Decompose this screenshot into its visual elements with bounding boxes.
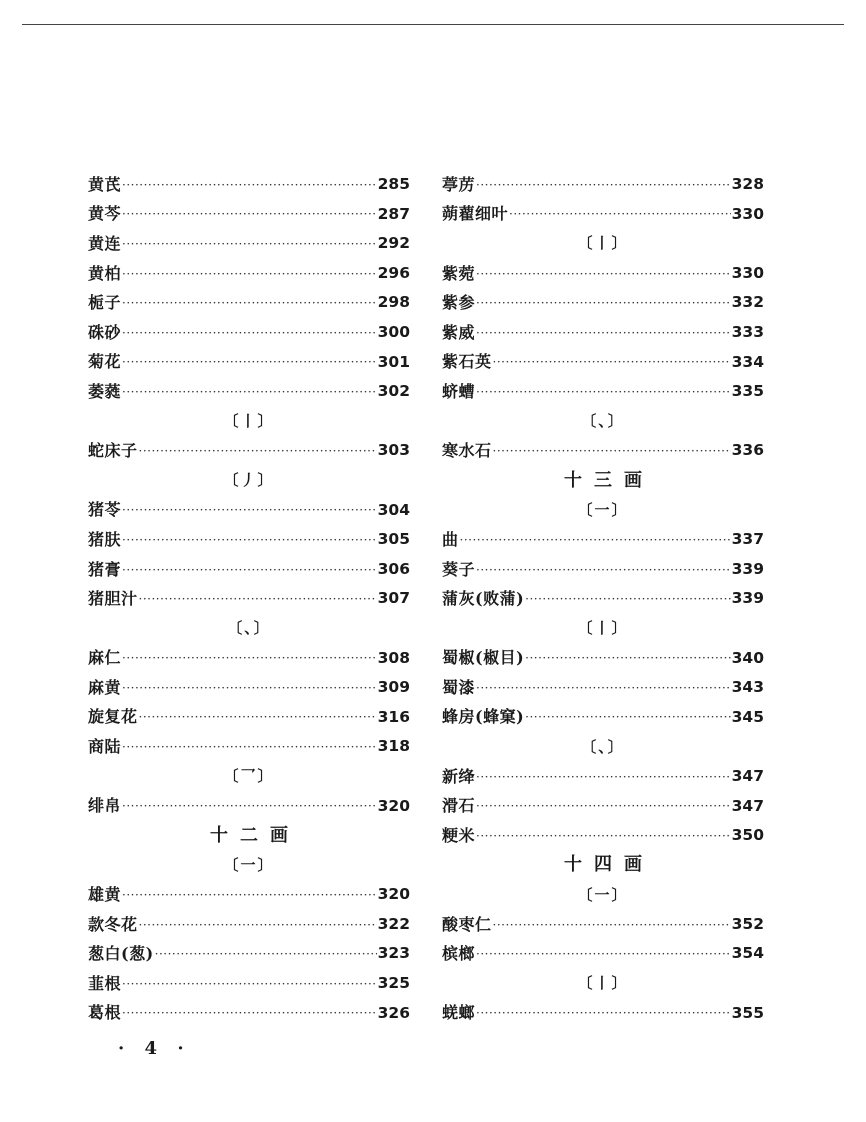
entry-page-number: 330 [731,204,764,223]
dot-leader [476,800,731,812]
entry-page-number: 298 [377,293,410,312]
entry-page-number: 296 [377,263,410,282]
entry-name: 紫石英 [442,352,492,372]
entry-page-number: 320 [377,796,410,815]
entry-page-number: 326 [377,1003,410,1022]
index-entry [88,999,410,1029]
entry-name: 葛根 [88,1003,122,1023]
entry-page-number: 335 [731,382,764,401]
entry-page-number: 337 [731,530,764,549]
entry-name: 黄柏 [88,263,122,283]
radical-heading [88,407,410,437]
entry-page-number: 287 [377,204,410,223]
radical-label: 〔一〕 [577,885,629,904]
index-entry [88,170,410,200]
entry-page-number: 322 [377,914,410,933]
entry-page-number: 307 [377,589,410,608]
index-entry [442,703,764,733]
entry-page-number: 343 [731,678,764,697]
radical-heading [88,851,410,881]
entry-name: 新绛 [442,766,476,786]
entry-page-number: 333 [731,323,764,342]
entry-page-number: 302 [377,382,410,401]
index-entry [442,170,764,200]
entry-page-number: 352 [731,914,764,933]
dot-leader [122,800,377,812]
entry-name: 猪苓 [88,500,122,520]
entry-page-number: 339 [731,559,764,578]
radical-heading [442,229,764,259]
entry-name: 猪膏 [88,559,122,579]
dot-leader [122,297,377,309]
index-entry [88,288,410,318]
radical-label: 〔乛〕 [223,767,275,786]
radical-heading [442,880,764,910]
entry-page-number: 301 [377,352,410,371]
index-entry [88,910,410,940]
radical-label: 〔丨〕 [577,619,629,638]
index-entry [442,318,764,348]
radical-heading [88,466,410,496]
entry-name: 雄黄 [88,885,122,905]
radical-heading [442,614,764,644]
index-column-left [88,170,410,1028]
entry-name: 黄连 [88,233,122,253]
dot-leader [122,327,377,339]
entry-page-number: 323 [377,944,410,963]
dot-leader [493,356,731,368]
entry-page-number: 334 [731,352,764,371]
entry-name: 葶苈 [442,174,476,194]
index-entry [442,910,764,940]
dot-leader [525,711,730,723]
entry-name: 葱白(葱) [88,944,154,964]
index-entry [88,732,410,762]
dot-leader [525,652,730,664]
radical-label: 〔、〕 [227,619,271,638]
dot-leader [122,978,377,990]
index-entry [442,762,764,792]
radical-label: 〔丿〕 [223,471,275,490]
index-entry [88,584,410,614]
entry-page-number: 332 [731,293,764,312]
stroke-count-heading [442,466,764,496]
entry-name: 韮根 [88,973,122,993]
dot-leader [122,504,377,516]
dot-leader [476,179,731,191]
entry-page-number: 328 [731,175,764,194]
entry-name: 紫菀 [442,263,476,283]
dot-leader [122,564,377,576]
stroke-count-heading [442,851,764,881]
dot-leader [476,1007,731,1019]
entry-page-number: 304 [377,500,410,519]
stroke-count-label: 十二画 [210,824,300,846]
entry-page-number: 336 [731,441,764,460]
entry-page-number: 350 [731,826,764,845]
entry-name: 蜀漆 [442,677,476,697]
index-entry [442,348,764,378]
index-entry [88,555,410,585]
dot-leader [476,297,731,309]
index-entry [88,673,410,703]
radical-label: 〔、〕 [581,737,625,756]
entry-page-number: 316 [377,707,410,726]
entry-name: 绯帛 [88,796,122,816]
entry-name: 猪肤 [88,529,122,549]
entry-page-number: 347 [731,766,764,785]
index-entry [88,644,410,674]
dot-leader [122,534,377,546]
index-entry [442,259,764,289]
dot-leader [139,919,377,931]
entry-name: 菊花 [88,352,122,372]
index-entry [442,200,764,230]
entry-name: 酸枣仁 [442,914,492,934]
dot-leader [476,682,731,694]
dot-leader [122,889,377,901]
entry-name: 紫威 [442,322,476,342]
dot-leader [122,741,377,753]
index-entry [88,791,410,821]
entry-name: 葵子 [442,559,476,579]
entry-name: 商陆 [88,737,122,757]
dot-leader [122,386,377,398]
entry-name: 蒲灰(败蒲) [442,589,525,609]
entry-page-number: 355 [731,1003,764,1022]
radical-label: 〔一〕 [223,855,275,874]
entry-name: 粳米 [442,825,476,845]
page-number: · 4 · [118,1038,184,1059]
index-entry [442,436,764,466]
index-entry [88,880,410,910]
entry-name: 麻黄 [88,677,122,697]
stroke-count-heading [88,821,410,851]
index-entry [442,525,764,555]
entry-name: 槟榔 [442,944,476,964]
dot-leader [122,682,377,694]
radical-heading [442,732,764,762]
entry-name: 曲 [442,529,459,549]
index-column-right [442,170,764,1028]
dot-leader [525,593,730,605]
entry-page-number: 325 [377,974,410,993]
entry-name: 紫参 [442,293,476,313]
entry-page-number: 306 [377,559,410,578]
index-entry [442,584,764,614]
entry-name: 蛇床子 [88,441,138,461]
entry-page-number: 292 [377,234,410,253]
radical-label: 〔丨〕 [577,974,629,993]
index-entry [88,496,410,526]
entry-name: 旋复花 [88,707,138,727]
entry-page-number: 354 [731,944,764,963]
entry-name: 栀子 [88,293,122,313]
entry-name: 黄芩 [88,204,122,224]
entry-name: 硃砂 [88,322,122,342]
dot-leader [139,711,377,723]
radical-heading [442,407,764,437]
entry-page-number: 303 [377,441,410,460]
entry-page-number: 308 [377,648,410,667]
index-entry [88,229,410,259]
entry-name: 黄芪 [88,174,122,194]
index-entry [88,318,410,348]
entry-name: 麻仁 [88,648,122,668]
dot-leader [476,268,731,280]
entry-page-number: 339 [731,589,764,608]
entry-name: 蜂房(蜂窠) [442,707,525,727]
dot-leader [155,948,377,960]
index-entry [442,999,764,1029]
stroke-count-label: 十四画 [564,854,654,876]
dot-leader [476,564,731,576]
dot-leader [476,830,731,842]
dot-leader [122,652,377,664]
index-entry [88,969,410,999]
index-entry [442,644,764,674]
radical-heading [88,614,410,644]
dot-leader [509,208,731,220]
dot-leader [122,356,377,368]
radical-label: 〔一〕 [577,500,629,519]
dot-leader [122,1007,377,1019]
dot-leader [139,593,377,605]
index-entry [442,673,764,703]
entry-page-number: 318 [377,737,410,756]
index-entry [88,939,410,969]
index-entry [88,436,410,466]
index-entry [442,288,764,318]
index-entry [442,821,764,851]
dot-leader [139,445,377,457]
index-entry [88,377,410,407]
entry-page-number: 305 [377,530,410,549]
dot-leader [122,238,377,250]
index-entry [88,348,410,378]
entry-page-number: 345 [731,707,764,726]
radical-heading [88,762,410,792]
dot-leader [122,179,377,191]
entry-page-number: 340 [731,648,764,667]
index-entry [88,259,410,289]
dot-leader [122,268,377,280]
dot-leader [122,208,377,220]
radical-label: 〔丨〕 [577,234,629,253]
entry-page-number: 309 [377,678,410,697]
index-entry [88,200,410,230]
index-entry [442,791,764,821]
index-entry [88,703,410,733]
dot-leader [493,919,731,931]
index-entry [442,377,764,407]
radical-label: 〔、〕 [581,412,625,431]
radical-heading [442,496,764,526]
entry-name: 蒴藋细叶 [442,204,509,224]
radical-heading [442,969,764,999]
top-rule [22,24,844,25]
entry-name: 萎蕤 [88,381,122,401]
entry-name: 猪胆汁 [88,589,138,609]
entry-page-number: 320 [377,885,410,904]
index-entry [442,939,764,969]
dot-leader [476,327,731,339]
entry-name: 蜀椒(椒目) [442,648,525,668]
radical-label: 〔丨〕 [223,412,275,431]
dot-leader [476,948,731,960]
dot-leader [476,386,731,398]
index-entry [88,525,410,555]
dot-leader [493,445,731,457]
entry-page-number: 285 [377,175,410,194]
entry-page-number: 330 [731,263,764,282]
entry-name: 滑石 [442,796,476,816]
entry-name: 款冬花 [88,914,138,934]
stroke-count-label: 十三画 [564,469,654,491]
entry-name: 蜣螂 [442,1003,476,1023]
entry-page-number: 300 [377,323,410,342]
entry-name: 蛴螬 [442,381,476,401]
index-entry [442,555,764,585]
entry-name: 寒水石 [442,441,492,461]
dot-leader [460,534,731,546]
dot-leader [476,771,731,783]
entry-page-number: 347 [731,796,764,815]
